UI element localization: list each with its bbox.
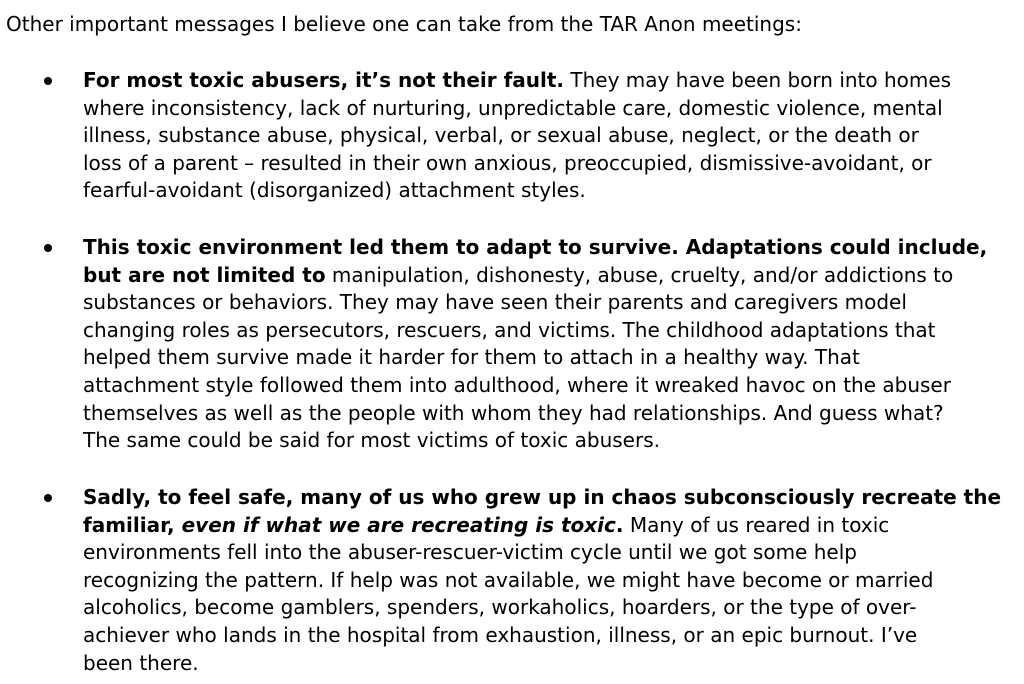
bold-text: familiar, — [83, 512, 182, 537]
bullet-dot-icon — [44, 77, 52, 85]
text-line — [83, 317, 1018, 345]
text-line — [83, 67, 1018, 95]
bullet-text-2 — [83, 234, 1018, 455]
text-line — [83, 594, 1018, 622]
bullet-dot-icon — [44, 494, 52, 502]
body-text: fearful-avoidant (disorganized) attachment styles. — [83, 178, 586, 203]
body-text: manipulation, dishonesty, abuse, cruelty, and/or addictions to — [325, 262, 954, 287]
text-line — [83, 372, 1018, 400]
bold-text: For most toxic abusers, it’s not their fault. — [83, 68, 565, 92]
body-text: recognizing the pattern. If help was not available, we might have become or married — [83, 567, 934, 592]
text-line — [83, 400, 1018, 428]
text-line — [83, 512, 1018, 540]
text-line — [83, 95, 1018, 123]
bold-text: This toxic environment led them to adapt to survive. Adaptations could include, — [83, 235, 988, 259]
body-text: The same could be said for most victims of toxic abusers. — [83, 428, 660, 453]
bold-text: . — [615, 512, 624, 537]
intro-paragraph: Other important messages I believe one can take from the TAR Anon meetings: — [6, 12, 802, 36]
body-text: substances or behaviors. They may have seen their parents and caregivers model — [83, 290, 907, 315]
text-line — [83, 484, 1018, 512]
body-text: Many of us reared in toxic — [623, 512, 890, 537]
bullet-dot-icon — [44, 244, 52, 252]
text-line — [83, 289, 1018, 317]
text-line — [83, 234, 1018, 262]
body-text: environments fell into the abuser-rescuer-victim cycle until we got some help — [83, 540, 857, 565]
text-line — [83, 427, 1018, 455]
text-line — [83, 650, 1018, 678]
text-line — [83, 622, 1018, 650]
body-text: where inconsistency, lack of nurturing, unpredictable care, domestic violence, mental — [83, 95, 943, 120]
text-line — [83, 262, 1018, 290]
text-line — [83, 539, 1018, 567]
body-text: achiever who lands in the hospital from exhaustion, illness, or an epic burnout. I’ve — [83, 622, 918, 647]
bold-italic-text: even if what we are recreating is toxic — [181, 512, 616, 537]
body-text: alcoholics, become gamblers, spenders, workaholics, hoarders, or the type of over- — [83, 595, 917, 620]
text-line — [83, 567, 1018, 595]
bullet-text-3 — [83, 484, 1018, 677]
bold-text: Sadly, to feel safe, many of us who grew up in chaos subconsciously recreate the — [83, 485, 1002, 509]
body-text: changing roles as persecutors, rescuers, and victims. The childhood adaptations that — [83, 317, 936, 342]
body-text: illness, substance abuse, physical, verbal, or sexual abuse, neglect, or the death or — [83, 123, 919, 148]
text-line — [83, 177, 1018, 205]
body-text: attachment style followed them into adulthood, where it wreaked havoc on the abuser — [83, 372, 951, 397]
body-text: been there. — [83, 650, 199, 675]
body-text: helped them survive made it harder for them to attach in a healthy way. That — [83, 345, 860, 370]
body-text: They may have been born into homes — [564, 68, 952, 92]
body-text: loss of a parent – resulted in their own anxious, preoccupied, dismissive-avoidant, or — [83, 150, 932, 175]
text-line — [83, 344, 1018, 372]
body-text: themselves as well as the people with whom they had relationships. And guess what? — [83, 400, 944, 425]
bullet-text-1 — [83, 67, 1018, 205]
bold-text: but are not limited to — [83, 262, 326, 287]
text-line — [83, 122, 1018, 150]
text-line — [83, 150, 1018, 178]
